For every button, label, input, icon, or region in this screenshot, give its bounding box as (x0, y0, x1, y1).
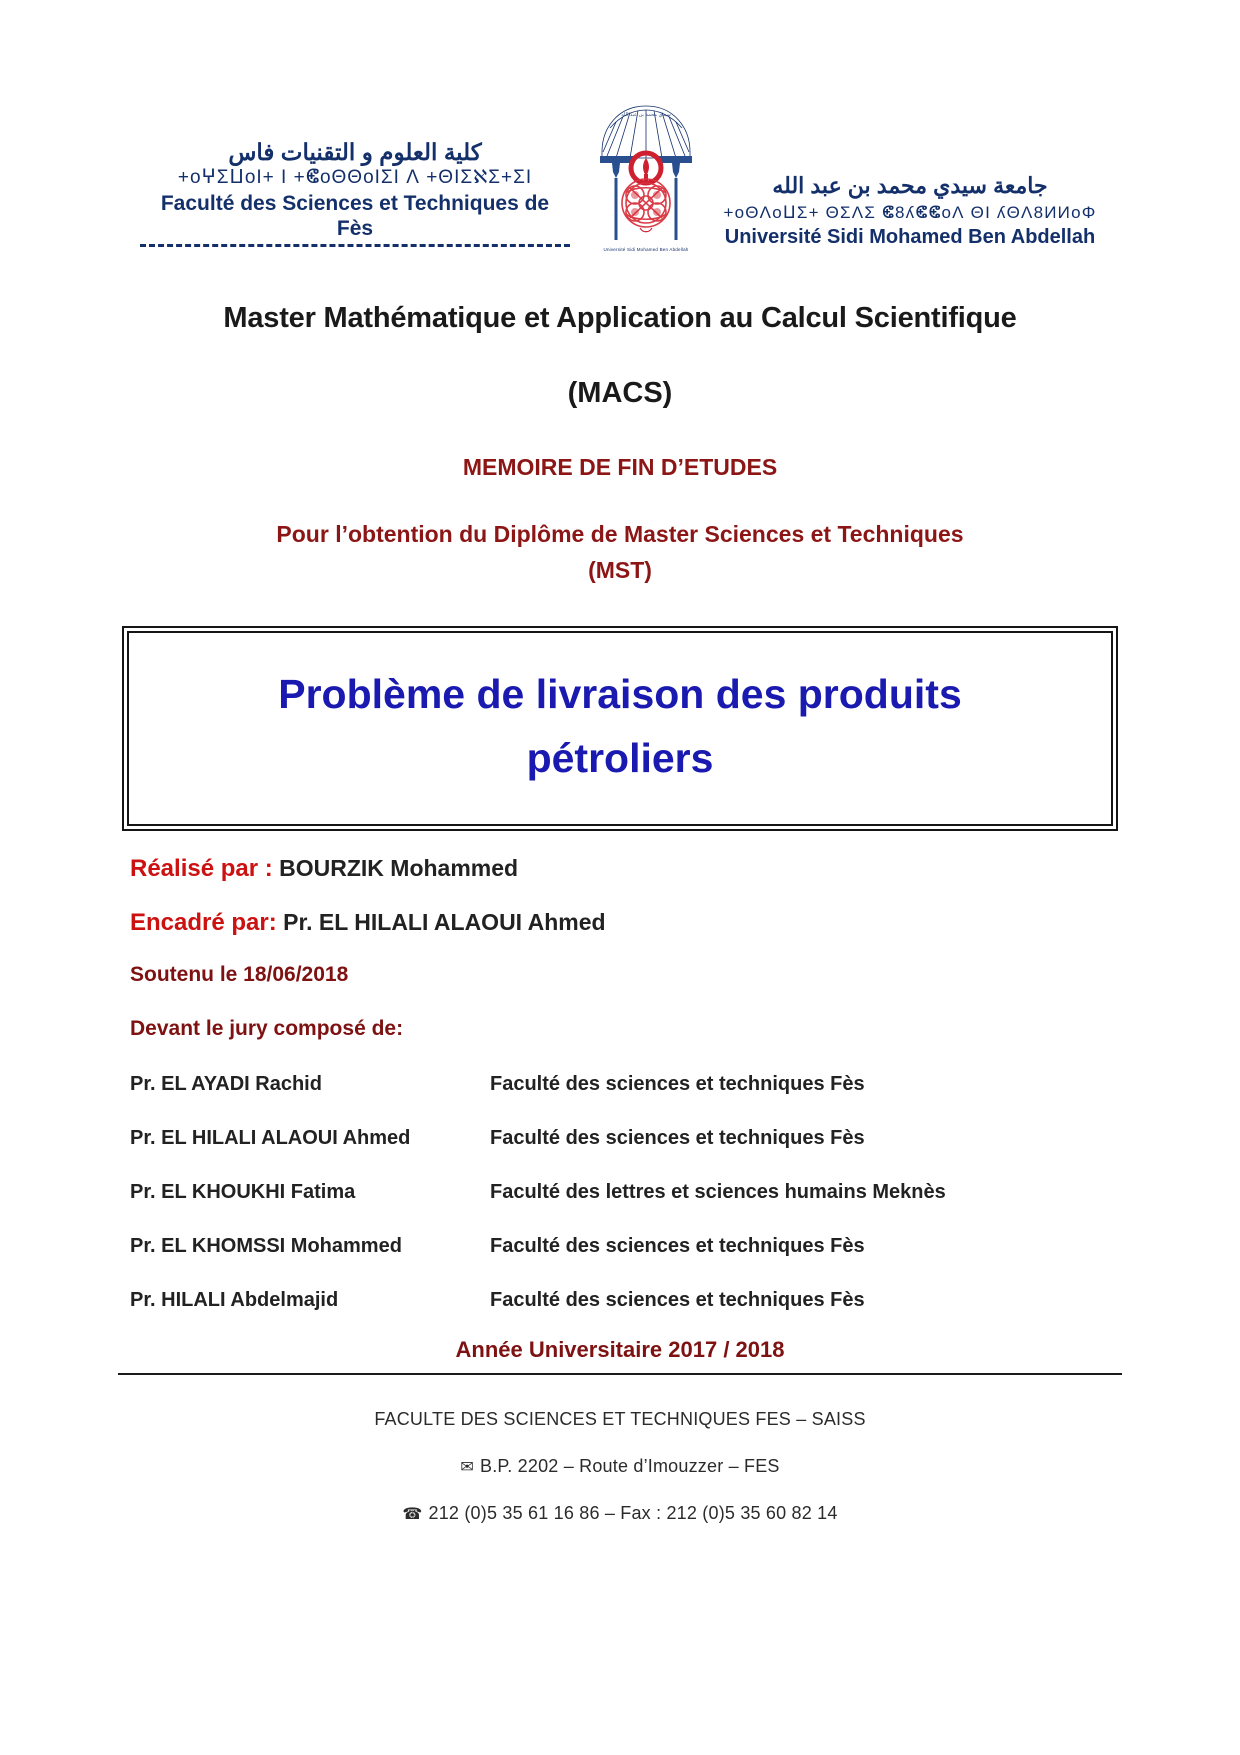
faculty-french-name: Faculté des Sciences et Techniques de Fès (160, 191, 550, 240)
jury-heading: Devant le jury composé de: (130, 1017, 404, 1041)
program-acronym: (MACS) (567, 377, 673, 409)
emblem-caption: Université Sidi Mohamed Ben Abdellah (603, 247, 689, 252)
university-tifinagh-name: +oΘɅoⵡΣ+ ΘΣɅΣ ⵞ8ʎⵞⵞoɅ ΘI ʎΘɅ8ИИoΦ (723, 202, 1097, 222)
footer-phone (0, 1503, 1240, 1524)
page-header (0, 0, 1240, 250)
faculty-tifinagh-name: +oⵖΣⵡoI+ I +ⵞoΘΘoIΣI Ʌ +ΘIΣℵΣ+ΣI (177, 166, 533, 188)
footer-address-text: B.P. 2202 – Route d’Imouzzer – FES (479, 1456, 780, 1477)
jury-member-affiliation: Faculté des lettres et sciences humains Meknès (490, 1180, 946, 1203)
university-logo-text (710, 173, 1100, 250)
university-arabic-name: جامعة سيدي محمد بن عبد الله (772, 173, 1048, 199)
jury-member-affiliation: Faculté des sciences et techniques Fès (490, 1288, 865, 1311)
thesis-title-line2: pétroliers (526, 734, 714, 781)
diploma-purpose (0, 517, 1240, 588)
jury-member-name: Pr. HILALI Abdelmajid (130, 1288, 339, 1311)
jury-member-affiliation: Faculté des sciences et techniques Fès (490, 1072, 865, 1095)
thesis-title-box (122, 626, 1118, 831)
thesis-title-box-inner (127, 631, 1113, 826)
svg-text:سيدي محمد بن عبد الله: سيدي محمد بن عبد الله (621, 112, 671, 118)
encadre-par-row (130, 909, 1240, 937)
footer-address (0, 1456, 1240, 1477)
realise-par-row (130, 855, 1240, 883)
defense-date: Soutenu le 18/06/2018 (130, 963, 349, 987)
encadre-par-value: Pr. EL HILALI ALAOUI Ahmed (283, 909, 606, 936)
footer-divider (118, 1373, 1122, 1375)
jury-member-name: Pr. EL KHOUKHI Fatima (130, 1180, 356, 1203)
jury-member-affiliation: Faculté des sciences et techniques Fès (490, 1126, 865, 1149)
jury-member-row (130, 1283, 1120, 1317)
phone-icon: ☎ (402, 1506, 423, 1524)
jury-member-row (130, 1229, 1120, 1263)
faculty-logo-text (140, 139, 582, 250)
footer-phone-text: 212 (0)5 35 61 16 86 – Fax : 212 (0)5 35 60 82 14 (428, 1503, 838, 1524)
academic-year: Année Universitaire 2017 / 2018 (455, 1337, 785, 1363)
jury-member-name: Pr. EL AYADI Rachid (130, 1072, 322, 1095)
program-heading (0, 302, 1240, 410)
jury-member-row (130, 1175, 1120, 1209)
jury-member-name: Pr. EL KHOMSSI Mohammed (130, 1234, 402, 1257)
university-french-name: Université Sidi Mohamed Ben Abdellah (724, 226, 1096, 248)
diploma-purpose-line1: Pour l’obtention du Diplôme de Master Sciences et Techniques (276, 521, 964, 547)
page-footer (0, 1409, 1240, 1524)
jury-member-name: Pr. EL HILALI ALAOUI Ahmed (130, 1126, 411, 1149)
author-info (130, 855, 1240, 1041)
diploma-purpose-line2: (MST) (588, 556, 652, 583)
realise-par-value: BOURZIK Mohammed (279, 855, 519, 882)
thesis-title-line1: Problème de livraison des produits (278, 671, 962, 718)
realise-par-label: Réalisé par : (130, 855, 273, 883)
jury-member-row (130, 1121, 1120, 1155)
faculty-arabic-name: كلية العلوم و التقنيات فاس (228, 139, 482, 166)
university-emblem-icon (590, 100, 702, 250)
program-name: Master Mathématique et Application au Calcul Scientifique (223, 302, 1017, 334)
footer-institution: FACULTE DES SCIENCES ET TECHNIQUES FES – SAISS (374, 1409, 866, 1430)
mail-icon: ✉ (460, 1459, 474, 1477)
encadre-par-label: Encadré par: (130, 909, 277, 937)
jury-member-affiliation: Faculté des sciences et techniques Fès (490, 1234, 865, 1257)
memoire-subtitle: MEMOIRE DE FIN D’ETUDES (462, 454, 778, 480)
jury-list (130, 1067, 1120, 1317)
faculty-underline-rule (140, 244, 570, 250)
jury-member-row (130, 1067, 1120, 1101)
